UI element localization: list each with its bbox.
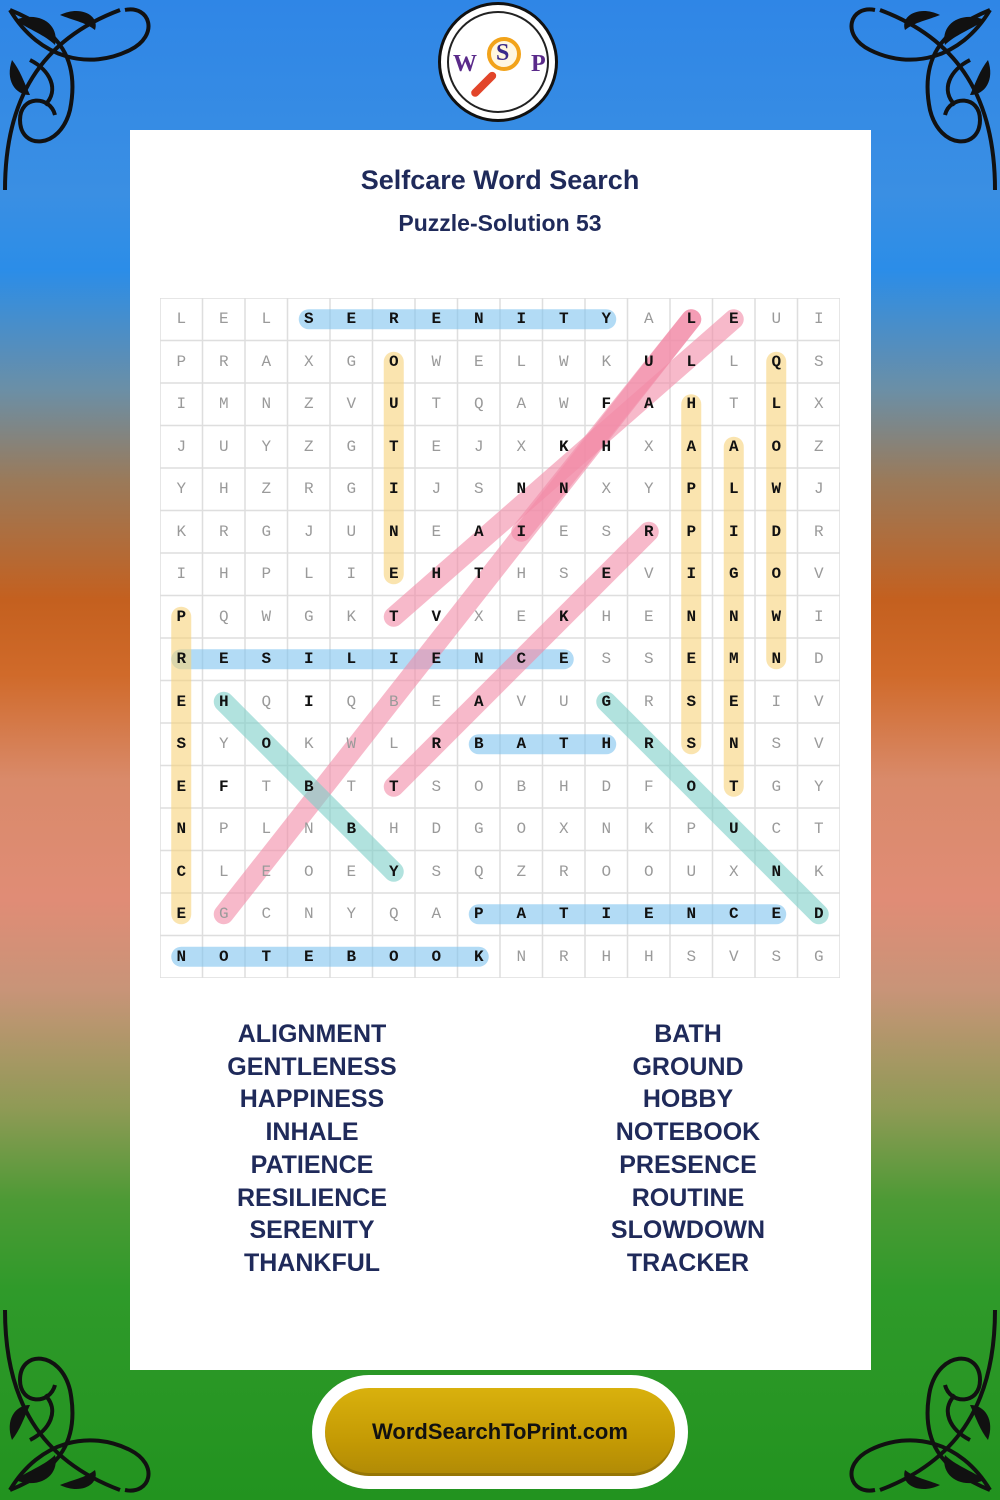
grid-cell[interactable]: S: [643, 650, 654, 668]
grid-cell[interactable]: Q: [388, 905, 399, 923]
grid-cell[interactable]: C: [261, 905, 272, 923]
grid-cell[interactable]: O: [516, 820, 527, 838]
grid-cell[interactable]: H: [558, 777, 569, 796]
grid-cell[interactable]: T: [558, 310, 569, 328]
grid-cell[interactable]: S: [431, 777, 442, 796]
grid-cell[interactable]: A: [643, 395, 654, 413]
grid-cell[interactable]: V: [813, 692, 824, 711]
grid-cell[interactable]: E: [346, 862, 357, 881]
grid-cell[interactable]: N: [388, 522, 399, 541]
grid-cell[interactable]: D: [813, 905, 824, 923]
grid-cell[interactable]: L: [686, 352, 697, 371]
grid-cell[interactable]: R: [813, 522, 824, 541]
grid-cell[interactable]: R: [643, 522, 654, 541]
left-word: INHALE: [265, 1118, 359, 1147]
grid-cell[interactable]: N: [473, 310, 484, 328]
grid-cell[interactable]: V: [813, 565, 824, 583]
word-search-grid: [160, 298, 840, 978]
grid-cell[interactable]: O: [686, 777, 697, 796]
grid-cell[interactable]: I: [346, 565, 357, 583]
grid-cell[interactable]: E: [686, 650, 697, 668]
grid-cell[interactable]: T: [473, 565, 484, 583]
grid-cell[interactable]: Q: [261, 692, 272, 711]
grid-cell[interactable]: P: [176, 607, 187, 626]
grid-cell[interactable]: F: [643, 777, 654, 796]
grid-cell[interactable]: T: [728, 777, 739, 796]
grid-cell[interactable]: B: [516, 777, 527, 796]
grid-cell[interactable]: I: [813, 310, 824, 328]
grid-cell[interactable]: L: [261, 820, 272, 838]
grid-cell[interactable]: G: [813, 947, 824, 966]
grid-cell[interactable]: S: [176, 735, 187, 753]
grid-cell[interactable]: E: [728, 310, 739, 328]
grid-cell[interactable]: I: [813, 607, 824, 626]
grid-cell[interactable]: S: [431, 862, 442, 881]
grid-cell[interactable]: A: [516, 905, 527, 923]
grid-cell[interactable]: G: [601, 692, 612, 711]
grid-cell[interactable]: S: [558, 565, 569, 583]
grid-cell[interactable]: I: [516, 522, 527, 541]
grid-cell[interactable]: N: [728, 735, 739, 753]
grid-cell[interactable]: M: [728, 650, 739, 668]
grid-cell[interactable]: U: [728, 820, 739, 838]
grid-cell[interactable]: R: [218, 522, 229, 541]
grid-cell[interactable]: U: [558, 692, 569, 711]
grid-cell[interactable]: O: [771, 565, 782, 583]
grid-cell[interactable]: U: [388, 395, 399, 413]
grid-cell[interactable]: I: [176, 565, 187, 583]
grid-cell[interactable]: S: [261, 650, 272, 668]
grid-cell[interactable]: Q: [218, 607, 229, 626]
grid-cell[interactable]: O: [473, 777, 484, 796]
grid-cell[interactable]: D: [771, 522, 782, 541]
grid-cell[interactable]: T: [388, 777, 399, 796]
grid-cell[interactable]: S: [473, 480, 484, 498]
grid-cell[interactable]: E: [558, 522, 569, 541]
grid-cell[interactable]: E: [643, 905, 654, 923]
grid-cell[interactable]: R: [558, 947, 569, 966]
grid-cell[interactable]: E: [431, 522, 442, 541]
grid-cell[interactable]: S: [813, 352, 824, 371]
grid-cell[interactable]: U: [643, 352, 654, 371]
grid-cell[interactable]: J: [303, 522, 314, 541]
grid-cell[interactable]: T: [728, 395, 739, 413]
grid-cell[interactable]: K: [558, 437, 569, 456]
grid-cell[interactable]: Y: [176, 480, 187, 498]
grid-cell[interactable]: N: [516, 947, 527, 966]
grid-cell[interactable]: N: [303, 820, 314, 838]
grid-cell[interactable]: S: [771, 947, 782, 966]
grid-cell[interactable]: T: [558, 905, 569, 923]
grid-cell[interactable]: H: [218, 692, 229, 711]
grid-cell[interactable]: H: [686, 395, 697, 413]
grid-cell[interactable]: T: [558, 735, 569, 753]
grid-cell[interactable]: S: [686, 947, 697, 966]
grid-cell[interactable]: Y: [388, 862, 399, 881]
grid-cell[interactable]: Y: [261, 437, 272, 456]
grid-cell[interactable]: E: [261, 862, 272, 881]
grid-cell[interactable]: S: [601, 522, 612, 541]
right-word: SLOWDOWN: [610, 1216, 766, 1245]
grid-cell[interactable]: H: [601, 437, 612, 456]
grid-cell[interactable]: B: [388, 692, 399, 711]
grid-cell[interactable]: E: [431, 437, 442, 456]
grid-cell[interactable]: H: [601, 735, 612, 753]
grid-cell[interactable]: L: [728, 352, 739, 371]
grid-cell[interactable]: E: [388, 565, 399, 583]
right-word: ROUTINE: [631, 1183, 745, 1212]
grid-cell[interactable]: N: [516, 480, 527, 498]
grid-cell[interactable]: W: [771, 607, 782, 626]
grid-cell[interactable]: K: [601, 352, 612, 371]
grid-cell[interactable]: O: [261, 735, 272, 753]
grid-cell[interactable]: L: [516, 352, 527, 371]
grid-cell[interactable]: A: [516, 735, 527, 753]
grid-cell[interactable]: S: [686, 692, 697, 711]
grid-cell[interactable]: V: [431, 607, 442, 626]
grid-cell[interactable]: X: [473, 607, 484, 626]
grid-cell[interactable]: I: [388, 480, 399, 498]
grid-cell[interactable]: E: [346, 310, 357, 328]
grid-cell[interactable]: Y: [601, 310, 612, 328]
grid-cell[interactable]: S: [686, 735, 697, 753]
grid-cell[interactable]: C: [176, 862, 187, 881]
word-list-right: [518, 1018, 858, 1280]
grid-cell[interactable]: I: [728, 522, 739, 541]
grid-cell[interactable]: O: [388, 947, 399, 966]
grid-cell[interactable]: E: [218, 310, 229, 328]
grid-cell[interactable]: A: [431, 905, 442, 923]
grid-cell[interactable]: H: [601, 607, 612, 626]
grid-cell[interactable]: A: [261, 352, 272, 371]
grid-cell[interactable]: N: [558, 480, 569, 498]
grid-cell[interactable]: N: [686, 905, 697, 923]
grid-cell[interactable]: R: [643, 692, 654, 711]
grid-cell[interactable]: B: [473, 735, 484, 753]
grid-cell[interactable]: L: [218, 862, 229, 881]
grid-cell[interactable]: N: [771, 650, 782, 668]
grid-cell[interactable]: G: [346, 480, 357, 498]
grid-cell[interactable]: N: [473, 650, 484, 668]
grid-cell[interactable]: O: [303, 862, 314, 881]
grid-cell[interactable]: L: [686, 310, 697, 328]
grid-cell[interactable]: T: [431, 395, 442, 413]
grid-cell[interactable]: P: [686, 480, 697, 498]
grid-cell[interactable]: T: [261, 947, 272, 966]
grid-cell[interactable]: E: [176, 905, 187, 923]
grid-cell[interactable]: P: [261, 565, 272, 583]
grid-cell[interactable]: H: [643, 947, 654, 966]
grid-cell[interactable]: A: [473, 522, 484, 541]
grid-cell[interactable]: G: [728, 565, 739, 583]
grid-cell[interactable]: N: [728, 607, 739, 626]
grid-cell[interactable]: E: [558, 650, 569, 668]
grid-cell[interactable]: H: [601, 947, 612, 966]
grid-cell[interactable]: Q: [771, 352, 782, 371]
grid-cell[interactable]: L: [771, 395, 782, 413]
grid-cell[interactable]: U: [346, 522, 357, 541]
grid-cell[interactable]: G: [346, 437, 357, 456]
grid-cell[interactable]: E: [303, 947, 314, 966]
grid-cell[interactable]: C: [771, 820, 782, 838]
left-word: RESILIENCE: [236, 1183, 388, 1212]
grid-cell[interactable]: J: [473, 437, 484, 456]
grid-cell[interactable]: K: [176, 522, 187, 541]
grid-cell[interactable]: E: [473, 352, 484, 371]
grid-cell[interactable]: R: [388, 310, 399, 328]
grid-cell[interactable]: X: [601, 480, 612, 498]
grid-cell[interactable]: Z: [261, 480, 272, 498]
grid-cell[interactable]: M: [218, 395, 229, 413]
word-list-left: [142, 1018, 482, 1280]
grid-cell[interactable]: T: [346, 777, 357, 796]
grid-cell[interactable]: K: [813, 862, 824, 881]
grid-cell[interactable]: L: [176, 310, 187, 328]
grid-cell[interactable]: N: [686, 607, 697, 626]
right-word: GROUND: [632, 1052, 744, 1081]
grid-cell[interactable]: L: [346, 650, 357, 668]
grid-cell[interactable]: K: [303, 735, 314, 753]
grid-cell[interactable]: R: [303, 480, 314, 498]
grid-cell[interactable]: Q: [473, 395, 484, 413]
grid-cell[interactable]: H: [388, 820, 399, 838]
grid-cell[interactable]: I: [771, 692, 782, 711]
grid-cell[interactable]: T: [388, 437, 399, 456]
grid-cell[interactable]: Z: [813, 437, 824, 456]
grid-cell[interactable]: A: [473, 692, 484, 711]
grid-cell[interactable]: J: [176, 437, 187, 456]
grid-cell[interactable]: B: [346, 820, 357, 838]
grid-cell[interactable]: I: [686, 565, 697, 583]
grid-cell[interactable]: L: [303, 565, 314, 583]
grid-cell[interactable]: U: [218, 437, 229, 456]
grid-cell[interactable]: E: [431, 310, 442, 328]
grid-cell[interactable]: Q: [473, 862, 484, 881]
grid-cell[interactable]: J: [813, 480, 824, 498]
grid-cell[interactable]: E: [643, 607, 654, 626]
grid-cell[interactable]: H: [218, 565, 229, 583]
grid-cell[interactable]: P: [218, 820, 229, 838]
grid-cell[interactable]: O: [771, 437, 782, 456]
grid-cell[interactable]: E: [431, 650, 442, 668]
grid-cell[interactable]: R: [176, 650, 187, 668]
grid-cell[interactable]: K: [346, 607, 357, 626]
grid-cell[interactable]: O: [431, 947, 442, 966]
grid-cell[interactable]: Y: [643, 480, 654, 498]
grid-cell[interactable]: E: [431, 692, 442, 711]
grid-cell[interactable]: R: [218, 352, 229, 371]
grid-cell[interactable]: Q: [346, 692, 357, 711]
grid-cell[interactable]: F: [218, 777, 229, 796]
grid-cell[interactable]: G: [771, 777, 782, 796]
puzzle-title: Selfcare Word Search: [360, 165, 640, 195]
grid-cell[interactable]: X: [303, 352, 314, 371]
grid-cell[interactable]: X: [643, 437, 654, 456]
grid-cell[interactable]: U: [771, 310, 782, 328]
grid-cell[interactable]: O: [643, 862, 654, 881]
left-word: SERENITY: [249, 1216, 375, 1245]
grid-cell[interactable]: P: [686, 522, 697, 541]
grid-cell[interactable]: V: [346, 395, 357, 413]
grid-cell[interactable]: T: [813, 820, 824, 838]
grid-cell[interactable]: A: [728, 437, 739, 456]
grid-cell[interactable]: Y: [346, 905, 357, 923]
grid-cell[interactable]: I: [303, 692, 314, 711]
grid-cell[interactable]: E: [218, 650, 229, 668]
grid-cell[interactable]: W: [346, 735, 357, 753]
grid-cell[interactable]: L: [261, 310, 272, 328]
grid-cell[interactable]: R: [431, 735, 442, 753]
grid-cell[interactable]: V: [643, 565, 654, 583]
grid-cell[interactable]: L: [728, 480, 739, 498]
logo-letter-w: W: [453, 51, 477, 77]
grid-cell[interactable]: C: [516, 650, 527, 668]
grid-cell[interactable]: E: [601, 565, 612, 583]
grid-cell[interactable]: A: [686, 437, 697, 456]
grid-cell[interactable]: P: [176, 352, 187, 371]
grid-cell[interactable]: W: [771, 480, 782, 498]
grid-cell[interactable]: O: [218, 947, 229, 966]
grid-cell[interactable]: S: [303, 310, 314, 328]
grid-cell[interactable]: I: [303, 650, 314, 668]
grid-cell[interactable]: D: [813, 650, 824, 668]
right-word: PRESENCE: [619, 1150, 757, 1179]
grid-cell[interactable]: P: [686, 820, 697, 838]
website-link-button[interactable]: WordSearchToPrint.com: [325, 1388, 675, 1476]
grid-cell[interactable]: G: [218, 905, 229, 923]
grid-cell[interactable]: D: [431, 820, 442, 838]
grid-cell[interactable]: C: [728, 905, 739, 923]
left-word: ALIGNMENT: [237, 1020, 387, 1048]
right-word: BATH: [654, 1020, 722, 1048]
grid-cell[interactable]: B: [346, 947, 357, 966]
grid-cell[interactable]: W: [558, 352, 569, 371]
grid-cell[interactable]: Z: [303, 395, 314, 413]
right-word: TRACKER: [626, 1248, 750, 1277]
right-word: HOBBY: [642, 1085, 734, 1114]
grid-cell[interactable]: K: [643, 820, 654, 838]
grid-cell[interactable]: O: [601, 862, 612, 881]
grid-cell[interactable]: X: [728, 862, 739, 881]
grid-cell[interactable]: W: [431, 352, 442, 371]
grid-cell[interactable]: K: [558, 607, 569, 626]
puzzle-subtitle: Puzzle-Solution 53: [398, 210, 602, 236]
grid-cell[interactable]: X: [558, 820, 569, 838]
grid-cell[interactable]: E: [771, 905, 782, 923]
grid-cell[interactable]: I: [388, 650, 399, 668]
grid-cell[interactable]: W: [261, 607, 272, 626]
grid-cell[interactable]: H: [431, 565, 442, 583]
right-word: NOTEBOOK: [615, 1118, 761, 1147]
grid-cell[interactable]: N: [771, 862, 782, 881]
grid-cell[interactable]: A: [643, 310, 654, 328]
left-word: HAPPINESS: [239, 1085, 385, 1114]
grid-cell[interactable]: B: [303, 777, 314, 796]
grid-cell[interactable]: S: [601, 650, 612, 668]
grid-cell[interactable]: R: [558, 862, 569, 881]
grid-cell[interactable]: R: [643, 735, 654, 753]
grid-cell[interactable]: U: [686, 862, 697, 881]
grid-cell[interactable]: X: [813, 395, 824, 413]
grid-cell[interactable]: S: [771, 735, 782, 753]
grid-cell[interactable]: X: [516, 437, 527, 456]
left-word: GENTLENESS: [227, 1052, 397, 1081]
grid-cell[interactable]: Z: [516, 862, 527, 881]
grid-cell[interactable]: T: [388, 607, 399, 626]
wsp-logo[interactable]: [438, 2, 558, 122]
grid-cell[interactable]: O: [388, 352, 399, 371]
grid-cell[interactable]: G: [346, 352, 357, 371]
grid-cell[interactable]: N: [176, 820, 187, 838]
grid-cell[interactable]: T: [261, 777, 272, 796]
grid-cell[interactable]: E: [728, 692, 739, 711]
grid-cell[interactable]: V: [813, 735, 824, 753]
grid-cell[interactable]: Y: [813, 777, 824, 796]
grid-cell[interactable]: G: [303, 607, 314, 626]
grid-cell[interactable]: N: [176, 947, 187, 966]
grid-cell[interactable]: K: [473, 947, 484, 966]
grid-cell[interactable]: J: [431, 480, 442, 498]
grid-cell[interactable]: V: [516, 692, 527, 711]
grid-cell[interactable]: W: [558, 395, 569, 413]
grid-cell[interactable]: I: [601, 905, 612, 923]
grid-cell[interactable]: H: [218, 480, 229, 498]
grid-cell[interactable]: N: [261, 395, 272, 413]
grid-cell[interactable]: P: [473, 905, 484, 923]
grid-cell[interactable]: V: [728, 947, 739, 966]
left-word: PATIENCE: [250, 1150, 374, 1179]
logo-letter-p: P: [531, 51, 546, 77]
grid-cell[interactable]: G: [473, 820, 484, 838]
grid-cell[interactable]: N: [303, 905, 314, 923]
grid-cell[interactable]: H: [516, 565, 527, 583]
grid-cell[interactable]: I: [176, 395, 187, 413]
grid-cell[interactable]: D: [601, 777, 612, 796]
grid-cell[interactable]: N: [601, 820, 612, 838]
grid-cell[interactable]: Z: [303, 437, 314, 456]
logo-letter-s: S: [496, 40, 510, 66]
grid-cell[interactable]: I: [516, 310, 527, 328]
grid-cell[interactable]: E: [516, 607, 527, 626]
grid-cell[interactable]: E: [176, 777, 187, 796]
grid-cell[interactable]: Y: [218, 735, 229, 753]
grid-cell[interactable]: G: [261, 522, 272, 541]
grid-cell[interactable]: F: [601, 395, 612, 413]
grid-cell[interactable]: A: [516, 395, 527, 413]
left-word: THANKFUL: [243, 1248, 381, 1277]
grid-cell[interactable]: E: [176, 692, 187, 711]
grid-cell[interactable]: L: [388, 735, 399, 753]
